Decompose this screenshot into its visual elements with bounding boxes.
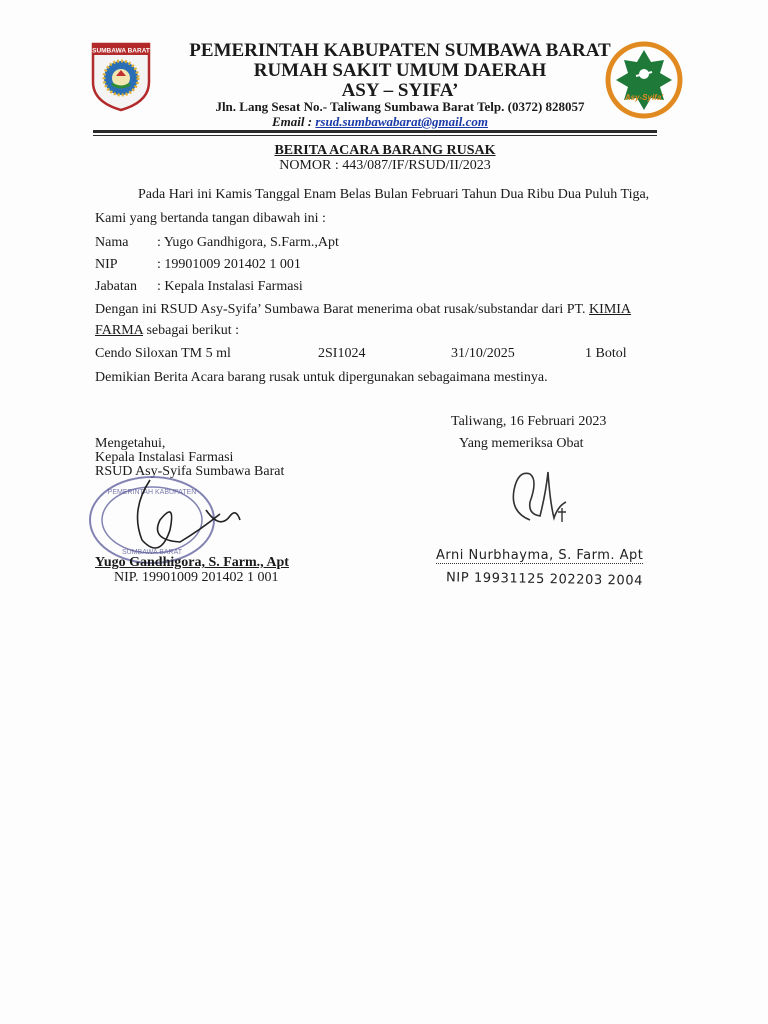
approver-name: Yugo Gandhigora, S. Farm., Apt bbox=[95, 555, 289, 570]
field-label-nip: NIP bbox=[95, 257, 118, 272]
approver-position: Kepala Instalasi Farmasi bbox=[95, 450, 234, 465]
document-number: NOMOR : 443/087/IF/RSUD/II/2023 bbox=[279, 158, 491, 173]
header-address: Jln. Lang Sesat No.- Taliwang Sumbawa Barat Telp. (0372) 828057 bbox=[215, 99, 585, 114]
examiner-nip: NIP 19931125 202203 2004 bbox=[445, 570, 644, 589]
field-label-position: Jabatan bbox=[95, 279, 137, 294]
email-link[interactable]: rsud.sumbawabarat@gmail.com bbox=[315, 114, 488, 129]
stamp-text-top: PEMERINTAH KABUPATEN bbox=[107, 489, 197, 496]
intro-line: Kami yang bertanda tangan dibawah ini : bbox=[95, 211, 326, 226]
regency-logo-text: SUMBAWA BARAT bbox=[92, 47, 150, 55]
statement-line-1 bbox=[95, 302, 631, 318]
place-date: Taliwang, 16 Februari 2023 bbox=[451, 414, 607, 429]
header-hospital-name: ASY – SYIFA’ bbox=[341, 80, 459, 101]
item-expiry: 31/10/2025 bbox=[451, 346, 515, 361]
statement-suffix: sebagai berikut : bbox=[142, 323, 240, 338]
field-value-nip: : 19901009 201402 1 001 bbox=[157, 257, 301, 272]
header-hospital: RUMAH SAKIT UMUM DAERAH bbox=[253, 60, 547, 81]
header-email-line bbox=[120, 114, 640, 130]
stamp-text-bottom: SUMBAWA BARAT bbox=[121, 549, 183, 556]
item-quantity: 1 Botol bbox=[585, 346, 627, 361]
closing-paragraph: Demikian Berita Acara barang rusak untuk dipergunakan sebagaimana mestinya. bbox=[95, 370, 548, 385]
header-divider-thick bbox=[93, 130, 657, 133]
field-value-name: : Yugo Gandhigora, S.Farm.,Apt bbox=[157, 235, 339, 250]
examiner-signature bbox=[500, 462, 580, 537]
field-value-position: : Kepala Instalasi Farmasi bbox=[157, 279, 303, 294]
item-name: Cendo Siloxan TM 5 ml bbox=[95, 346, 231, 361]
header-government: PEMERINTAH KABUPATEN SUMBAWA BARAT bbox=[189, 40, 611, 61]
approver-institution: RSUD Asy-Syifa Sumbawa Barat bbox=[95, 464, 285, 479]
header-divider-thin bbox=[93, 135, 657, 136]
statement-text: Dengan ini RSUD Asy-Syifa’ Sumbawa Barat menerima obat rusak/substandar dari PT. bbox=[95, 302, 590, 317]
hospital-logo-text: Asy-Syifa' bbox=[624, 93, 664, 102]
supplier-name-part-1: KIMIA bbox=[589, 302, 632, 317]
document-title: BERITA ACARA BARANG RUSAK bbox=[274, 143, 496, 158]
supplier-name-part-2: FARMA bbox=[95, 323, 143, 338]
approval-label: Mengetahui, bbox=[95, 436, 166, 451]
examiner-name: Arni Nurbhayma, S. Farm. Apt bbox=[436, 548, 644, 563]
statement-line-2 bbox=[95, 323, 239, 339]
item-batch: 2SI1024 bbox=[318, 346, 366, 361]
email-label: Email : bbox=[272, 114, 316, 129]
hospital-logo bbox=[604, 40, 684, 120]
examiner-role: Yang memeriksa Obat bbox=[459, 436, 584, 451]
approver-nip: NIP. 19901009 201402 1 001 bbox=[114, 570, 279, 585]
opening-paragraph: Pada Hari ini Kamis Tanggal Enam Belas Bulan Februari Tahun Dua Ribu Dua Puluh Tiga, bbox=[138, 187, 650, 202]
field-label-name: Nama bbox=[95, 235, 129, 250]
